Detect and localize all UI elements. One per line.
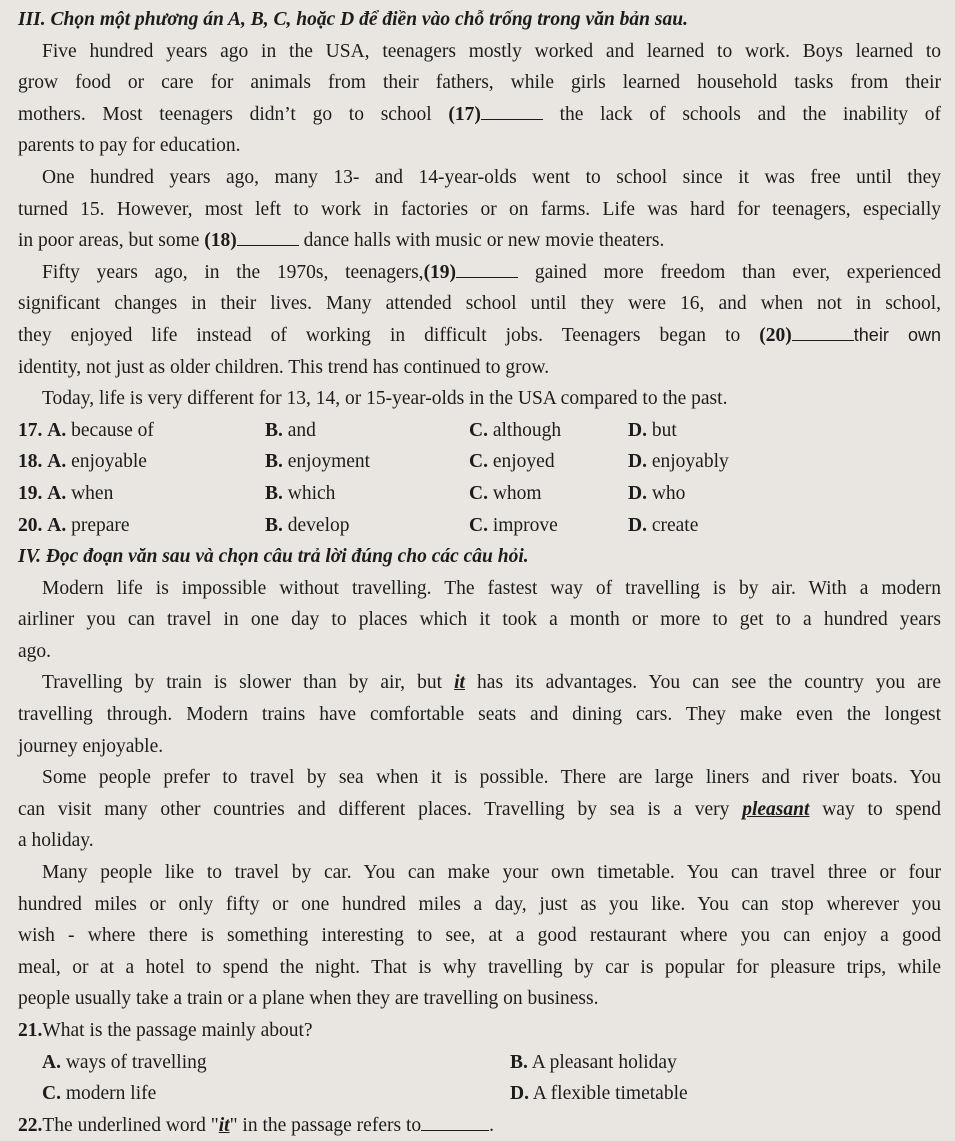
blank-22 <box>421 1112 489 1131</box>
option-c[interactable]: C. enjoyed <box>469 451 555 473</box>
passage-line: Fifty years ago, in the 1970s, teenagers,(19) gained more freedom than ever, experienced <box>18 257 941 289</box>
question-21: 21.What is the passage mainly about? <box>18 1020 313 1041</box>
option-d[interactable]: D. enjoyably <box>628 451 729 473</box>
option-c[interactable]: C. modern life <box>42 1083 157 1105</box>
passage-line: journey enjoyable. <box>18 735 164 757</box>
blank-number-20: (20) <box>759 324 792 346</box>
option-a[interactable]: 17. A. because of <box>18 419 154 441</box>
option-b[interactable]: B. enjoyment <box>265 451 371 473</box>
passage-line: they enjoyed life instead of working in difficult jobs. Teenagers began to (20) their own <box>18 320 941 352</box>
option-c[interactable]: C. although <box>469 419 562 441</box>
option-d[interactable]: D. A flexible timetable <box>510 1083 688 1105</box>
passage-line: Some people prefer to travel by sea when it is possible. There are large liners and river boats. You <box>42 767 941 789</box>
passage-line: ago. <box>18 640 52 662</box>
passage-line: in poor areas, but some (18) dance halls with music or new movie theaters. <box>18 225 941 257</box>
underlined-word-pleasant: pleasant <box>742 798 810 820</box>
question-21-options-row-2 <box>18 1078 941 1110</box>
passage-line: identity, not just as older children. This trend has continued to grow. <box>18 356 550 378</box>
question-17 <box>18 415 941 447</box>
question-19 <box>18 478 941 510</box>
passage-line: people usually take a train or a plane when they are travelling on business. <box>18 988 599 1010</box>
blank-19 <box>456 259 518 278</box>
option-b[interactable]: B. A pleasant holiday <box>510 1051 677 1073</box>
section-4-heading: IV. Đọc đoạn văn sau và chọn câu trả lời đúng cho các câu hỏi. <box>18 546 529 568</box>
question-20 <box>18 510 941 542</box>
option-c[interactable]: C. improve <box>469 514 558 536</box>
passage-line: wish - where there is something interesting to see, at a good restaurant where you can enjoy a good <box>18 925 941 947</box>
passage-line: hundred miles or only fifty or one hundred miles a day, just as you like. You can stop wherever you <box>18 893 941 915</box>
option-b[interactable]: B. develop <box>265 514 350 536</box>
blank-18 <box>237 227 299 246</box>
underlined-word-it: it <box>454 672 465 694</box>
question-18 <box>18 446 941 478</box>
passage-line: Today, life is very different for 13, 14, or 15-year-olds in the USA compared to the past. <box>42 388 728 410</box>
passage-line: meal, or at a hotel to spend the night. That is why travelling by car is popular for pleasure trips, while <box>18 956 941 978</box>
passage-line: Travelling by train is slower than by air, but it has its advantages. You can see the country you are <box>42 672 941 694</box>
passage-line: can visit many other countries and different places. Travelling by sea is a very pleasant way to spend <box>18 798 941 820</box>
blank-17 <box>481 101 543 120</box>
option-a[interactable]: 18. A. enjoyable <box>18 451 147 473</box>
blank-number-17: (17) <box>448 103 481 125</box>
blank-number-18: (18) <box>204 230 237 252</box>
option-d[interactable]: D. who <box>628 482 686 504</box>
passage-line: turned 15. However, most left to work in factories or on farms. Life was hard for teenagers, especially <box>18 198 941 220</box>
blank-number-19: (19) <box>423 261 457 283</box>
passage-line: Modern life is impossible without travelling. The fastest way of travelling is by air. With a modern <box>42 577 941 599</box>
section-3-heading: III. Chọn một phương án A, B, C, hoặc D để điền vào chỗ trống trong văn bản sau. <box>18 9 688 30</box>
blank-20 <box>792 322 854 341</box>
passage-line: mothers. Most teenagers didn’t go to school (17) the lack of schools and the inability of <box>18 99 941 131</box>
option-a[interactable]: 19. A. when <box>18 482 114 504</box>
option-c[interactable]: C. whom <box>469 482 542 504</box>
question-21-options-row-1 <box>18 1047 941 1079</box>
underlined-word-it: it <box>218 1114 230 1136</box>
question-22: 22.The underlined word "it" in the passage refers to . <box>18 1110 941 1141</box>
option-d[interactable]: D. but <box>628 419 677 441</box>
passage-line: Many people like to travel by car. You can make your own timetable. You can travel three or four <box>42 862 941 884</box>
option-d[interactable]: D. create <box>628 514 699 536</box>
passage-line: airliner you can travel in one day to places which it took a month or more to get to a hundred years <box>18 609 941 631</box>
passage-line: a holiday. <box>18 830 94 852</box>
option-a[interactable]: 20. A. prepare <box>18 514 130 536</box>
passage-line: One hundred years ago, many 13- and 14-year-olds went to school since it was free until they <box>42 166 941 188</box>
option-b[interactable]: B. which <box>265 482 336 504</box>
passage-line: Five hundred years ago in the USA, teenagers mostly worked and learned to work. Boys learned to <box>42 40 941 62</box>
passage-line: grow food or care for animals from their fathers, while girls learned household tasks from their <box>18 72 941 94</box>
option-b[interactable]: B. and <box>265 419 316 441</box>
option-a[interactable]: A. ways of travelling <box>42 1051 207 1073</box>
passage-line: parents to pay for education. <box>18 135 241 157</box>
passage-line: significant changes in their lives. Many attended school until they were 16, and when not in school, <box>18 293 941 315</box>
passage-line: travelling through. Modern trains have comfortable seats and dining cars. They make even the longest <box>18 704 941 726</box>
